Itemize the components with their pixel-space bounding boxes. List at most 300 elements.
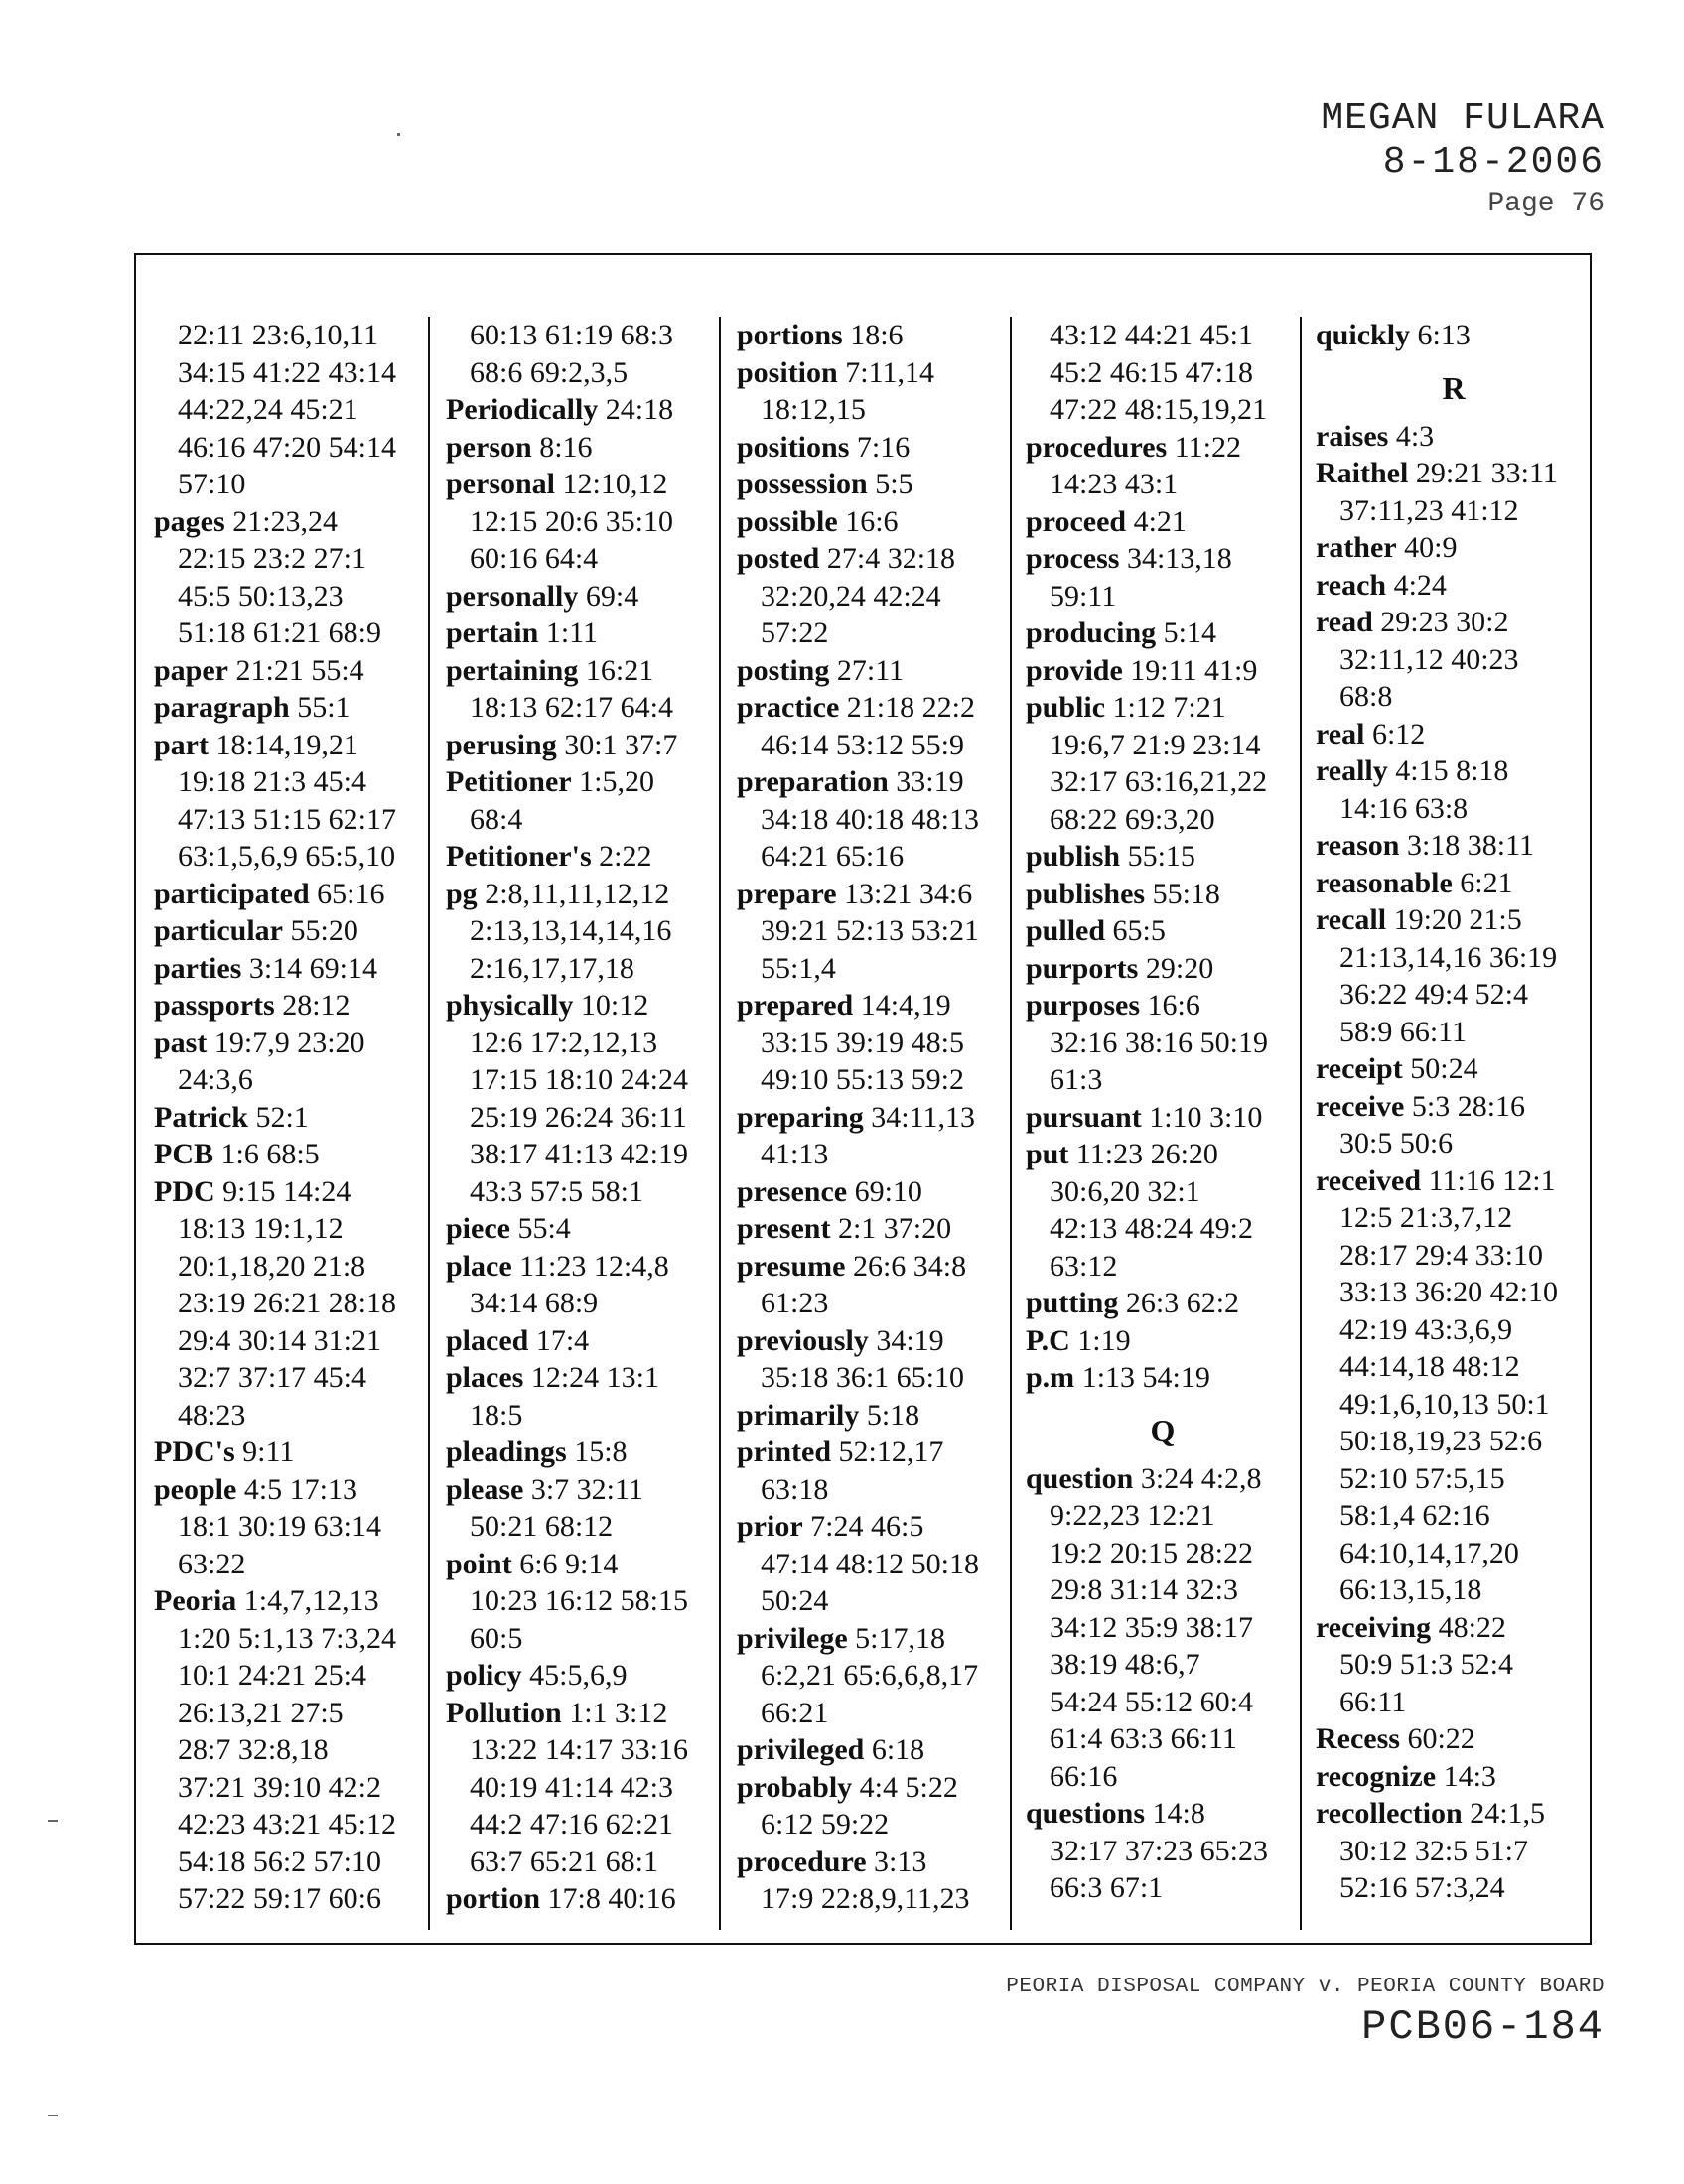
index-term: process: [1026, 542, 1120, 575]
index-entry: [1026, 950, 1300, 988]
index-entry: [154, 876, 428, 913]
page-line-refs: 55:4: [517, 1212, 571, 1245]
index-entry: [154, 503, 428, 541]
page-line-refs-continued: 36:22 49:4 52:4: [1339, 978, 1529, 1011]
index-term: procedure: [737, 1844, 867, 1878]
index-term: procedures: [1026, 430, 1168, 464]
page-line-refs-continued: 68:22 69:3,20: [1050, 802, 1215, 836]
index-term: pertain: [446, 616, 539, 649]
page-line-refs: 1:12 7:21: [1112, 691, 1226, 724]
index-term: passports: [154, 989, 275, 1022]
page-line-refs: 18:6: [850, 319, 904, 351]
page-line-refs: 55:20: [290, 914, 358, 947]
page-line-refs-continued: 55:1,4: [761, 951, 836, 985]
page-line-refs: 15:8: [574, 1435, 628, 1468]
index-entry: [1316, 1088, 1592, 1126]
page-line-refs: 69:4: [585, 579, 639, 613]
deposition-date: 8-18-2006: [1382, 141, 1605, 184]
page-line-refs-continued: 22:11 23:6,10,11: [178, 319, 378, 351]
page-line-refs-continued: 46:16 47:20 54:14: [178, 430, 397, 464]
index-entry: [1316, 1050, 1592, 1088]
page-line-refs: 1:1 3:12: [569, 1696, 668, 1729]
index-term: privileged: [737, 1733, 865, 1766]
page-line-refs-continued: 57:22: [761, 616, 829, 649]
page-line-refs-continued: 54:18 56:2 57:10: [178, 1844, 382, 1878]
index-term: portion: [446, 1882, 541, 1915]
page-line-refs-continued: 30:6,20 32:1: [1050, 1174, 1200, 1208]
page-line-refs: 17:4: [535, 1323, 590, 1357]
page-line-refs: 1:4,7,12,13: [243, 1584, 379, 1617]
index-term: putting: [1026, 1287, 1119, 1319]
index-term: reasonable: [1316, 866, 1453, 899]
index-entry: [446, 391, 719, 429]
page-line-refs-continued: 2:13,13,14,14,16: [470, 914, 672, 947]
index-term: parties: [154, 951, 242, 985]
index-term: paragraph: [154, 691, 290, 724]
page-line-refs: 9:15 14:24: [222, 1174, 351, 1208]
index-term: places: [446, 1361, 524, 1394]
page-line-refs-continued: 37:21 39:10 42:2: [178, 1770, 382, 1804]
index-entry: [446, 614, 719, 652]
index-term: printed: [737, 1435, 832, 1468]
page-line-refs: 11:22: [1174, 430, 1241, 464]
index-entry: [737, 1433, 1010, 1471]
page-line-refs-continued: 32:7 37:17 45:4: [178, 1361, 367, 1394]
index-entry: [1026, 1099, 1300, 1137]
index-term: Patrick: [154, 1100, 248, 1134]
page-line-refs-continued: 20:1,18,20 21:8: [178, 1249, 366, 1283]
index-entry: [1316, 317, 1592, 354]
index-term: Pollution: [446, 1696, 562, 1729]
page-line-refs: 27:4 32:18: [826, 542, 956, 575]
page-line-refs-continued: 66:21: [761, 1696, 829, 1729]
page-line-refs-continued: 28:7 32:8,18: [178, 1733, 329, 1766]
page-line-refs: 14:3: [1443, 1759, 1496, 1793]
index-term: primarily: [737, 1398, 860, 1432]
index-term: previously: [737, 1323, 869, 1357]
index-entry: [737, 1769, 1010, 1807]
page-line-refs-continued: 25:19 26:24 36:11: [470, 1100, 687, 1134]
page-line-refs-continued: 44:2 47:16 62:21: [470, 1808, 674, 1841]
index-entry: [737, 689, 1010, 727]
index-term: positions: [737, 430, 850, 464]
page-line-refs: 13:21 34:6: [844, 877, 973, 910]
index-term: recall: [1316, 903, 1387, 936]
index-term: part: [154, 728, 209, 761]
page-line-refs: 14:8: [1152, 1797, 1205, 1830]
page-line-refs: 11:23 26:20: [1075, 1138, 1218, 1170]
index-term: rather: [1316, 531, 1397, 564]
page-line-refs: 21:21 55:4: [235, 653, 364, 687]
page-line-refs: 5:5: [875, 468, 913, 500]
index-column: [719, 317, 1010, 1930]
index-term: publish: [1026, 840, 1121, 873]
page-line-refs: 55:1: [297, 691, 351, 724]
index-term: PCB: [154, 1138, 213, 1170]
page-line-refs-continued: 12:6 17:2,12,13: [470, 1025, 658, 1059]
page-line-refs-continued: 48:23: [178, 1398, 246, 1432]
page-number: Page 76: [1487, 189, 1605, 219]
page-line-refs-continued: 24:3,6: [178, 1063, 253, 1096]
page-line-refs-continued: 50:18,19,23 52:6: [1339, 1425, 1543, 1457]
page-line-refs-continued: 66:11: [1339, 1685, 1407, 1718]
page-line-refs-continued: 19:6,7 21:9 23:14: [1050, 728, 1261, 761]
page-line-refs-continued: 60:16 64:4: [470, 542, 599, 575]
page-line-refs-continued: 54:24 55:12 60:4: [1050, 1685, 1254, 1718]
index-entry: [737, 1397, 1010, 1434]
index-term: reason: [1316, 829, 1400, 862]
page-line-refs: 29:21 33:11: [1415, 457, 1558, 489]
page-line-refs: 19:11 41:9: [1130, 653, 1258, 687]
index-term: public: [1026, 691, 1106, 724]
page-line-refs: 34:11,13: [871, 1100, 976, 1134]
index-term: possible: [737, 504, 838, 538]
page-line-refs-continued: 66:3 67:1: [1050, 1871, 1164, 1904]
index-entry: [1026, 1285, 1300, 1322]
index-entry: [1316, 865, 1592, 902]
page-line-refs-continued: 58:1,4 62:16: [1339, 1499, 1490, 1532]
page-line-refs: 11:23 12:4,8: [519, 1249, 669, 1283]
page-line-refs: 6:21: [1460, 866, 1513, 899]
page-line-refs: 6:12: [1371, 717, 1426, 751]
page-line-refs-continued: 18:1 30:19 63:14: [178, 1510, 382, 1543]
page-line-refs: 3:18 38:11: [1406, 829, 1535, 862]
index-entry: [737, 1099, 1010, 1137]
index-term: personally: [446, 579, 579, 613]
page-line-refs-continued: 18:12,15: [761, 393, 866, 426]
index-entry: [737, 987, 1010, 1024]
page-line-refs-continued: 66:13,15,18: [1339, 1573, 1482, 1606]
index-term: presence: [737, 1174, 848, 1208]
index-entry: [737, 1210, 1010, 1248]
index-entry: [1316, 604, 1592, 641]
page-line-refs: 24:1,5: [1470, 1797, 1546, 1830]
index-term: piece: [446, 1212, 510, 1245]
page-line-refs-continued: 17:15 18:10 24:24: [470, 1063, 689, 1096]
page-line-refs-continued: 14:23 43:1: [1050, 468, 1179, 500]
page-line-refs: 4:24: [1393, 568, 1447, 602]
index-term: personal: [446, 468, 556, 500]
index-term: Recess: [1316, 1722, 1400, 1755]
index-term: quickly: [1316, 319, 1411, 351]
page-line-refs: 55:15: [1127, 840, 1195, 873]
page-line-refs-continued: 52:10 57:5,15: [1339, 1461, 1505, 1495]
page-line-refs-continued: 61:4 63:3 66:11: [1050, 1722, 1237, 1755]
index-term: proceed: [1026, 504, 1127, 538]
index-entry: [1026, 1136, 1300, 1173]
page-line-refs: 7:16: [856, 430, 911, 464]
page-line-refs: 7:24 46:5: [810, 1510, 924, 1543]
page-line-refs: 55:18: [1152, 877, 1220, 910]
page-line-refs-continued: 60:5: [470, 1621, 523, 1655]
index-entry: [446, 466, 719, 503]
index-term: pg: [446, 877, 478, 910]
page-line-refs: 16:6: [1147, 989, 1200, 1022]
page-line-refs: 3:13: [874, 1844, 927, 1878]
page-line-refs-continued: 2:16,17,17,18: [470, 951, 634, 985]
page-line-refs: 4:15 8:18: [1395, 754, 1509, 787]
index-entry: [446, 1359, 719, 1397]
page-line-refs: 52:1: [255, 1100, 309, 1134]
case-caption: PEORIA DISPOSAL COMPANY v. PEORIA COUNTY BOARD: [1006, 1976, 1605, 1998]
page-line-refs: 34:19: [876, 1323, 944, 1357]
page-line-refs-continued: 47:22 48:15,19,21: [1050, 393, 1268, 426]
page-line-refs: 1:11: [545, 616, 599, 649]
index-entry: [154, 727, 428, 764]
index-term: real: [1316, 717, 1365, 751]
page-line-refs-continued: 46:14 53:12 55:9: [761, 728, 965, 761]
index-term: probably: [737, 1770, 853, 1804]
page-line-refs: 21:18 22:2: [846, 691, 975, 724]
index-entry: [1316, 418, 1592, 456]
section-letter: Q: [1150, 1412, 1176, 1448]
page-line-refs-continued: 68:6 69:2,3,5: [470, 355, 629, 389]
page-line-refs-continued: 33:13 36:20 42:10: [1339, 1276, 1559, 1308]
index-entry: [737, 1173, 1010, 1211]
index-entry: [1026, 987, 1300, 1024]
page-line-refs-continued: 34:14 68:9: [470, 1287, 599, 1319]
index-entry: [737, 429, 1010, 467]
index-entry: [446, 1695, 719, 1732]
index-term: practice: [737, 691, 840, 724]
page-line-refs: 50:24: [1410, 1052, 1478, 1085]
index-term: prior: [737, 1510, 803, 1543]
section-letter: R: [1442, 369, 1466, 406]
index-entry: [154, 689, 428, 727]
page-line-refs-continued: 22:15 23:2 27:1: [178, 542, 367, 575]
index-column: [1010, 317, 1300, 1930]
scan-mark: [397, 133, 400, 136]
page-line-refs-continued: 37:11,23 41:12: [1339, 493, 1519, 527]
page-line-refs-continued: 61:23: [761, 1287, 829, 1319]
index-entry: [737, 1731, 1010, 1769]
index-entry: [446, 1322, 719, 1360]
index-entry: [446, 1433, 719, 1471]
page-line-refs: 34:13,18: [1126, 542, 1232, 575]
page-line-refs-continued: 12:5 21:3,7,12: [1339, 1201, 1513, 1234]
index-entry: [1026, 614, 1300, 652]
index-entry: [154, 1582, 428, 1620]
index-entry: [154, 1471, 428, 1509]
page-line-refs: 1:5,20: [579, 765, 654, 798]
page-line-refs-continued: 23:19 26:21 28:18: [178, 1287, 397, 1319]
index-term: really: [1316, 754, 1388, 787]
index-term: reach: [1316, 568, 1387, 602]
page-line-refs: 4:3: [1395, 419, 1435, 453]
page-line-refs-continued: 47:14 48:12 50:18: [761, 1547, 980, 1580]
page-line-refs-continued: 42:19 43:3,6,9: [1339, 1312, 1513, 1346]
index-entry: [446, 987, 719, 1024]
page-line-refs-continued: 57:10: [178, 468, 246, 500]
page-line-refs: 26:3 62:2: [1125, 1287, 1240, 1319]
page-line-refs-continued: 18:5: [470, 1398, 523, 1432]
index-entry: [1316, 1609, 1592, 1647]
page-line-refs-continued: 44:14,18 48:12: [1339, 1350, 1520, 1383]
page-line-refs: 5:18: [866, 1398, 920, 1432]
index-entry: [737, 1620, 1010, 1658]
page-line-refs: 1:13 54:19: [1081, 1361, 1210, 1394]
page-line-refs: 19:7,9 23:20: [213, 1025, 365, 1059]
page-line-refs: 65:5: [1112, 914, 1166, 947]
index-term: pertaining: [446, 653, 579, 687]
index-entry: [1026, 1460, 1300, 1498]
index-term: present: [737, 1212, 831, 1245]
page-line-refs-continued: 33:15 39:19 48:5: [761, 1025, 965, 1059]
index-entry: [446, 763, 719, 801]
index-entry: [446, 652, 719, 690]
page-line-refs-continued: 39:21 52:13 53:21: [761, 914, 980, 947]
page-line-refs-continued: 32:17 63:16,21,22: [1050, 765, 1268, 798]
page-line-refs: 18:14,19,21: [215, 728, 358, 761]
index-entry: [446, 1880, 719, 1918]
index-entry: [446, 1248, 719, 1286]
index-entry: [737, 503, 1010, 541]
page-line-refs: 33:19: [896, 765, 964, 798]
index-term: Peoria: [154, 1584, 237, 1617]
index-term: privilege: [737, 1621, 848, 1655]
page-line-refs: 29:20: [1145, 951, 1214, 985]
page-line-refs-continued: 61:3: [1050, 1063, 1103, 1096]
page-line-refs-continued: 44:22,24 45:21: [178, 393, 358, 426]
index-entry: [154, 912, 428, 950]
index-term: Raithel: [1316, 457, 1409, 489]
index-entry: [737, 317, 1010, 354]
index-term: person: [446, 430, 532, 464]
page-footer: [1006, 1974, 1605, 2053]
page-line-refs-continued: 10:1 24:21 25:4: [178, 1659, 367, 1692]
page-line-refs-continued: 49:10 55:13 59:2: [761, 1063, 965, 1096]
page-line-refs: 4:4 5:22: [859, 1770, 958, 1804]
index-term: preparation: [737, 765, 889, 798]
index-entry: [1316, 1720, 1592, 1758]
index-entry: [737, 466, 1010, 503]
page-line-refs-continued: 29:8 31:14 32:3: [1050, 1573, 1239, 1606]
page-line-refs-continued: 14:16 63:8: [1339, 791, 1469, 825]
index-term: raises: [1316, 419, 1389, 453]
scan-mark: [48, 2115, 58, 2116]
page-line-refs: 3:7 32:11: [530, 1472, 643, 1506]
page-line-refs-continued: 63:7 65:21 68:1: [470, 1844, 659, 1878]
index-term: p.m: [1026, 1361, 1075, 1394]
index-entry: [154, 950, 428, 988]
page-line-refs: 12:10,12: [562, 468, 668, 500]
page-line-refs: 1:19: [1077, 1323, 1131, 1357]
page-line-refs: 3:24 4:2,8: [1140, 1461, 1262, 1495]
index-entry: [1316, 529, 1592, 567]
page-line-refs: 52:12,17: [838, 1435, 944, 1468]
index-entry: [1316, 1758, 1592, 1796]
page-line-refs: 1:10 3:10: [1149, 1100, 1263, 1134]
index-entry: [154, 1136, 428, 1173]
deponent-name: MEGAN FULARA: [1321, 97, 1605, 140]
index-entry: [1316, 455, 1592, 492]
index-entry: [1026, 652, 1300, 690]
index-term: point: [446, 1547, 512, 1580]
page-line-refs-continued: 45:2 46:15 47:18: [1050, 355, 1254, 389]
index-entry: [737, 652, 1010, 690]
index-entry: [1026, 1359, 1300, 1397]
page-line-refs: 6:6 9:14: [519, 1547, 619, 1580]
index-term: portions: [737, 319, 843, 351]
index-entry: [1316, 752, 1592, 790]
page-line-refs-continued: 42:23 43:21 45:12: [178, 1808, 397, 1841]
index-entry: [1316, 1795, 1592, 1833]
index-term: people: [154, 1472, 237, 1506]
page-line-refs-continued: 29:4 30:14 31:21: [178, 1323, 382, 1357]
index-entry: [154, 1099, 428, 1137]
page-line-refs-continued: 6:2,21 65:6,6,8,17: [761, 1659, 979, 1692]
index-entry: [1026, 912, 1300, 950]
page-line-refs: 11:16 12:1: [1428, 1163, 1556, 1197]
page-line-refs-continued: 30:5 50:6: [1339, 1127, 1454, 1160]
page-line-refs: 27:11: [836, 653, 905, 687]
page-line-refs-continued: 50:21 68:12: [470, 1510, 614, 1543]
page-line-refs-continued: 9:22,23 12:21: [1050, 1499, 1215, 1532]
page-line-refs: 40:9: [1404, 531, 1458, 564]
page-line-refs: 30:1 37:7: [564, 728, 678, 761]
page-line-refs-continued: 38:17 41:13 42:19: [470, 1138, 689, 1170]
page-line-refs: 21:23,24: [232, 504, 339, 538]
index-term: physically: [446, 989, 574, 1022]
index-entry: [446, 578, 719, 615]
page-line-refs-continued: 12:15 20:6 35:10: [470, 504, 674, 538]
page-line-refs-continued: 18:13 19:1,12: [178, 1212, 344, 1245]
page-line-refs-continued: 58:9 66:11: [1339, 1015, 1468, 1048]
index-term: receive: [1316, 1089, 1405, 1123]
page-line-refs: 4:21: [1133, 504, 1187, 538]
index-entry: [154, 987, 428, 1024]
page-line-refs-continued: 10:23 16:12 58:15: [470, 1584, 689, 1617]
index-term: purposes: [1026, 989, 1141, 1022]
page-line-refs-continued: 41:13: [761, 1138, 829, 1170]
index-entry: [446, 838, 719, 876]
page-line-refs: 60:22: [1407, 1722, 1475, 1755]
index-term: provide: [1026, 653, 1123, 687]
index-term: P.C: [1026, 1323, 1070, 1357]
index-term: possession: [737, 468, 868, 500]
index-entry: [1316, 716, 1592, 753]
index-entry: [446, 727, 719, 764]
index-term: participated: [154, 877, 310, 910]
page-line-refs-continued: 45:5 50:13,23: [178, 579, 344, 613]
page-line-refs-continued: 38:19 48:6,7: [1050, 1648, 1200, 1681]
index-term: please: [446, 1472, 524, 1506]
index-term: publishes: [1026, 877, 1146, 910]
page-line-refs: 26:6 34:8: [852, 1249, 967, 1283]
index-column: [136, 317, 428, 1930]
page-line-refs-continued: 43:3 57:5 58:1: [470, 1174, 644, 1208]
page-line-refs: 19:20 21:5: [1393, 903, 1522, 936]
index-term: pulled: [1026, 914, 1106, 947]
index-entry: [1316, 901, 1592, 939]
index-term: past: [154, 1025, 208, 1059]
page-line-refs: 28:12: [282, 989, 351, 1022]
page-line-refs-continued: 63:18: [761, 1472, 829, 1506]
index-entry: [446, 876, 719, 913]
page-line-refs-continued: 1:20 5:1,13 7:3,24: [178, 1621, 397, 1655]
page-line-refs: 3:14 69:14: [248, 951, 377, 985]
page-line-refs: 10:12: [580, 989, 649, 1022]
index-entry: [446, 1471, 719, 1509]
index-term: question: [1026, 1461, 1134, 1495]
page-line-refs-continued: 26:13,21 27:5: [178, 1696, 344, 1729]
page-line-refs: 29:23 30:2: [1380, 606, 1509, 638]
page-line-refs-continued: 64:21 65:16: [761, 840, 905, 873]
index-entry: [446, 1210, 719, 1248]
page-line-refs-continued: 40:19 41:14 42:3: [470, 1770, 674, 1804]
page-line-refs: 2:1 37:20: [837, 1212, 952, 1245]
page-line-refs-continued: 50:9 51:3 52:4: [1339, 1648, 1514, 1681]
